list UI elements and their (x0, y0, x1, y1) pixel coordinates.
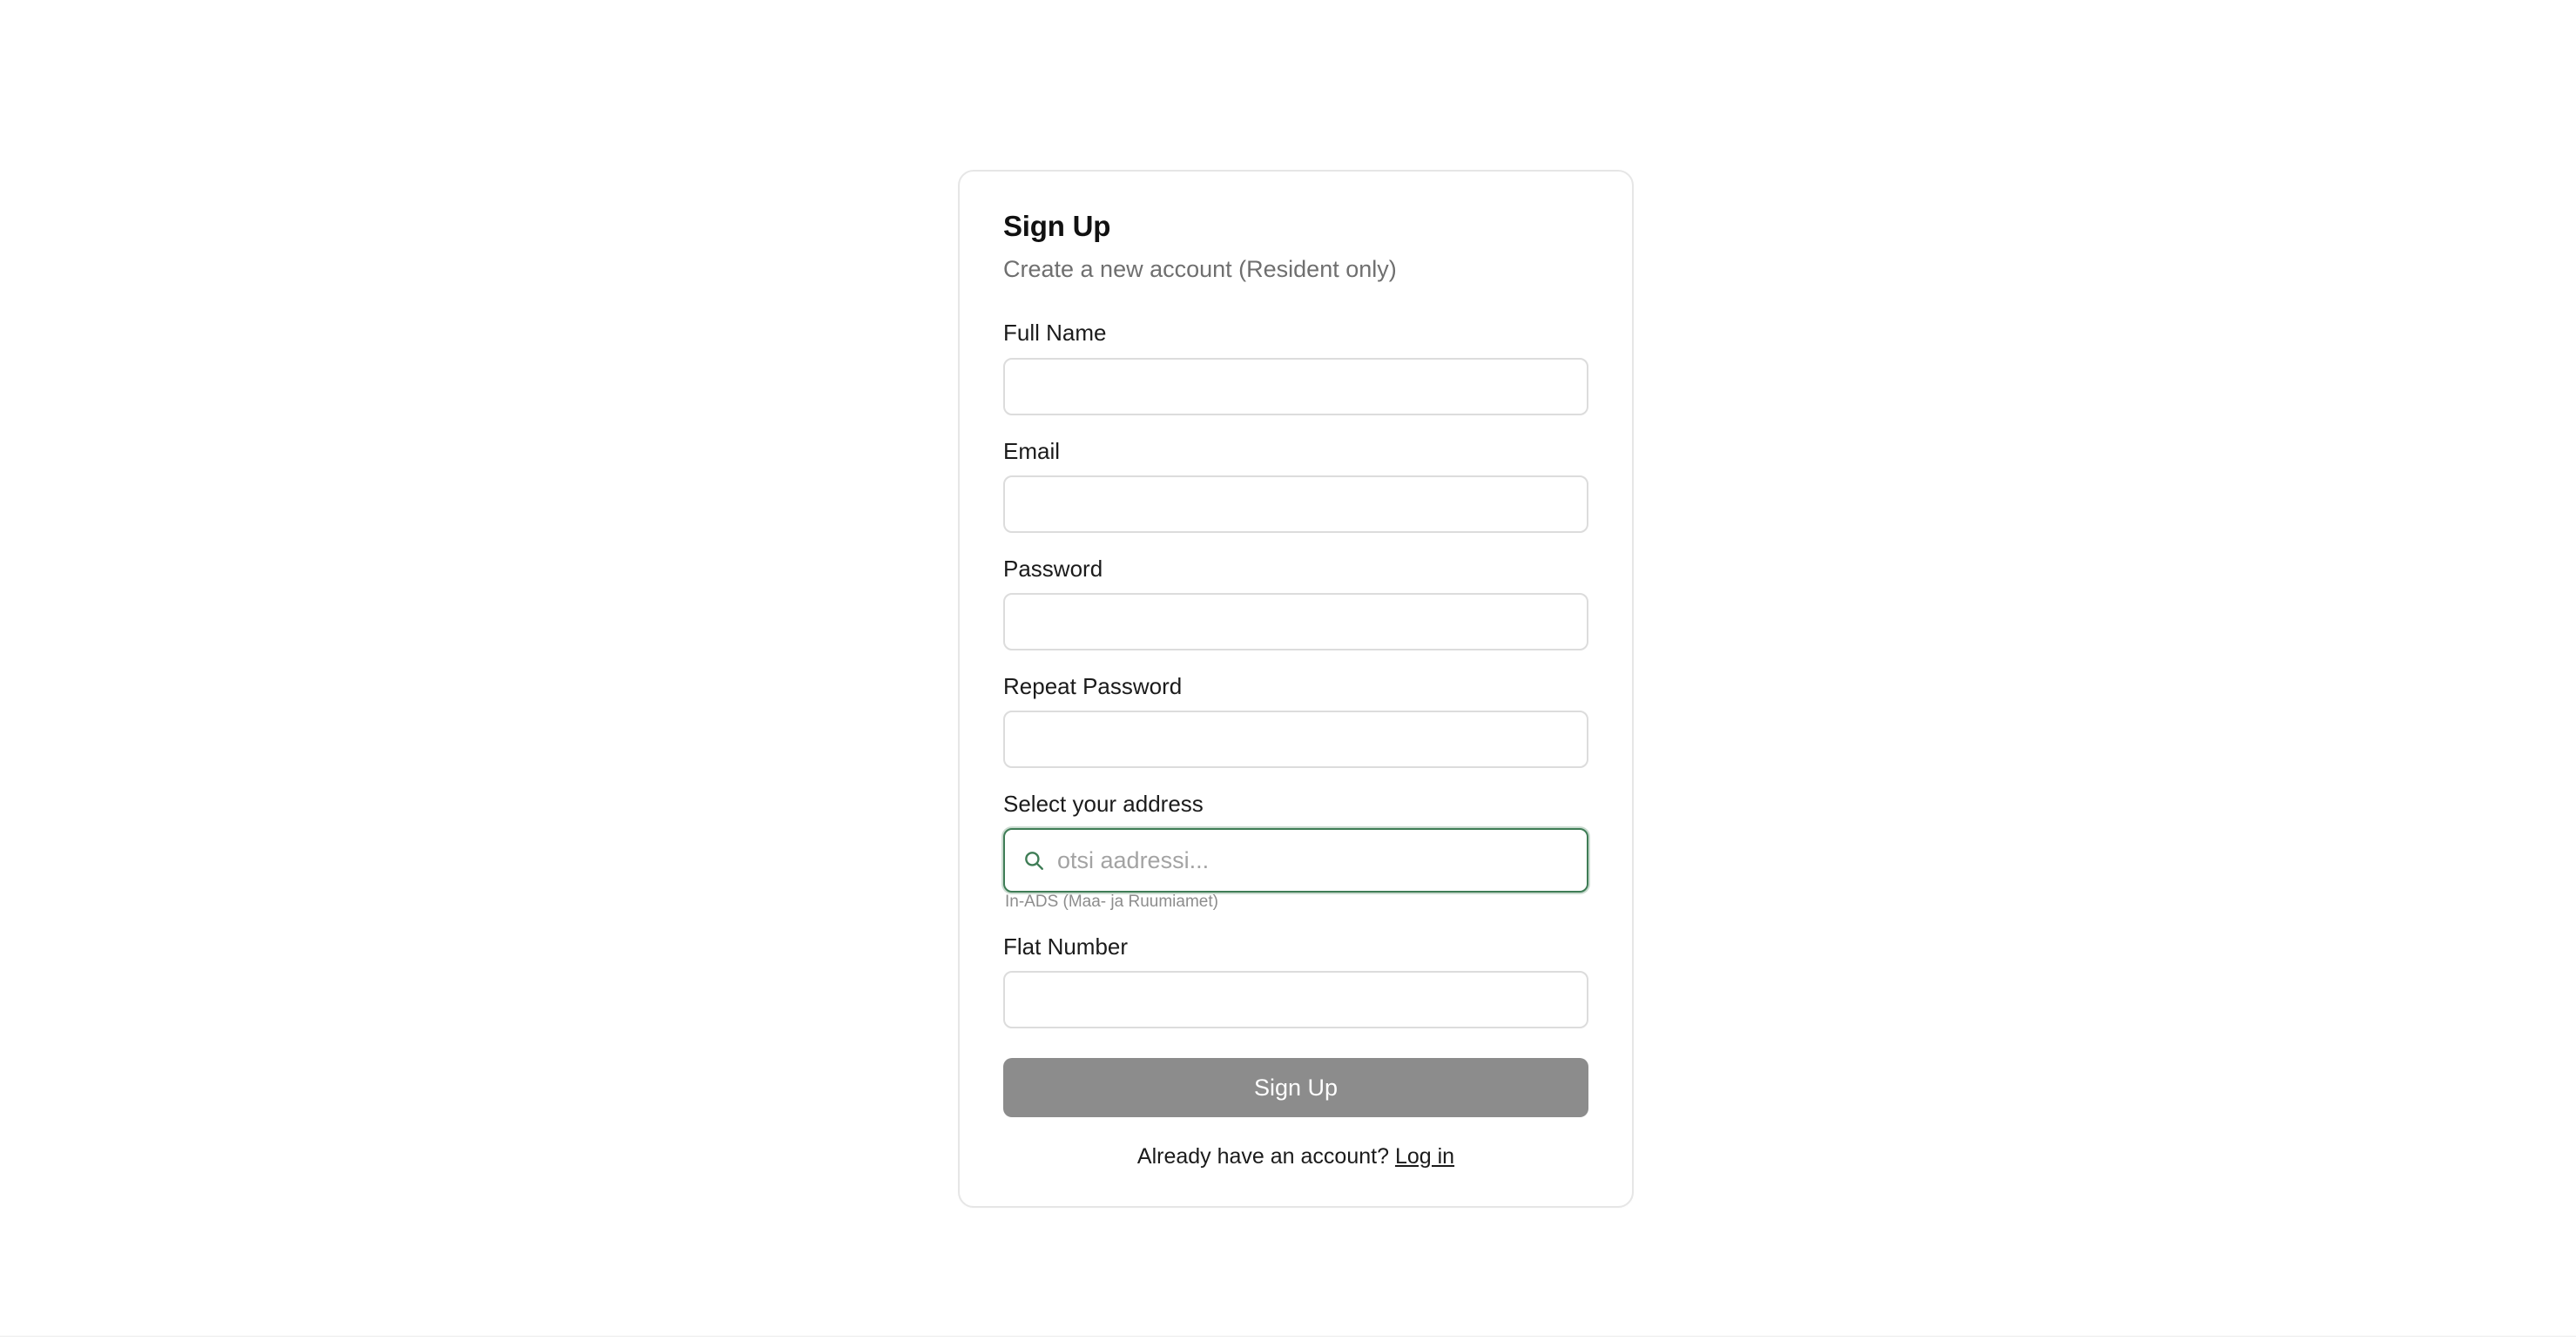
address-search-input[interactable] (1005, 830, 1587, 891)
password-input[interactable] (1003, 593, 1588, 650)
sign-up-button[interactable]: Sign Up (1003, 1058, 1588, 1117)
full-name-input[interactable] (1003, 358, 1588, 415)
address-label: Select your address (1003, 791, 1204, 818)
field-flat-number (1003, 933, 1588, 1028)
address-hint: In-ADS (Maa- ja Ruumiamet) (1005, 893, 1218, 912)
flat-number-input[interactable] (1003, 971, 1588, 1028)
email-label: Email (1003, 437, 1061, 464)
login-prompt-text: Already have an account? (1136, 1144, 1389, 1169)
field-full-name (1003, 320, 1588, 414)
full-name-label: Full Name (1003, 320, 1107, 347)
field-address (1003, 791, 1588, 916)
search-icon (1022, 849, 1045, 872)
repeat-password-input[interactable] (1003, 711, 1588, 768)
address-search-wrapper[interactable] (1003, 828, 1588, 893)
login-prompt (1003, 1143, 1588, 1169)
field-password (1003, 556, 1588, 650)
flat-number-label: Flat Number (1003, 933, 1129, 960)
page-title: Sign Up (1003, 210, 1111, 242)
log-in-link[interactable]: Log in (1394, 1144, 1455, 1169)
page-subtitle: Create a new account (Resident only) (1003, 255, 1397, 282)
signup-card (958, 170, 1634, 1208)
password-label: Password (1003, 555, 1103, 582)
field-repeat-password (1003, 673, 1588, 768)
bottom-divider (0, 1336, 2576, 1337)
field-email (1003, 438, 1588, 533)
repeat-password-label: Repeat Password (1003, 672, 1183, 699)
email-input[interactable] (1003, 475, 1588, 533)
